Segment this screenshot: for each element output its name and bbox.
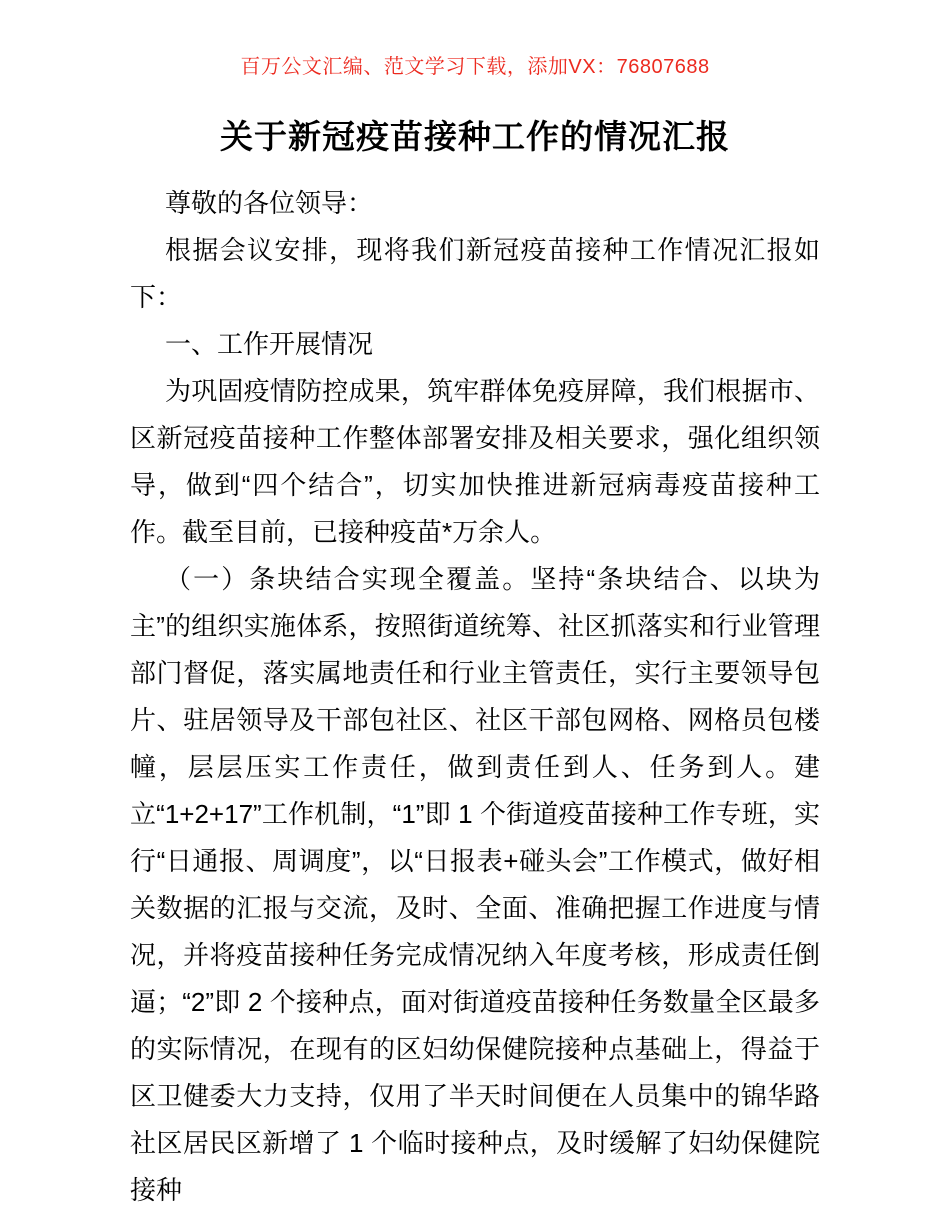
paragraph: 尊敬的各位领导： — [165, 188, 374, 218]
paragraph: 根据会议安排，现将我们新冠疫苗接种工作情况汇报如下： — [130, 235, 820, 312]
paragraph: 为巩固疫情防控成果，筑牢群体免疫屏障，我们根据市、区新冠疫苗接种工作整体部署安排及相关要求，强化组织领导，做到“四个结合”，切实加快推进新冠病毒疫苗接种工作。截至目前，已接种疫苗*万余人。 — [130, 376, 820, 547]
paragraph: （一）条块结合实现全覆盖。坚持“条块结合、以块为主”的组织实施体系，按照街道统筹、社区抓落实和行业管理部门督促，落实属地责任和行业主管责任，实行主要领导包片、驻居领导及干部包社区、社区干部包网格、网格员包楼幢，层层压实工作责任，做到责任到人、任务到人。建立“1+2+17”工作机制，“1”即 1 个街道疫苗接种工作专班，实行“日通报、周调度”，以“日报表+碰头会”工作模式，做好相关数据的汇报与交流，及时、全面、准确把握工作进度与情况，并将疫苗接种任务完成情况纳入年度考核，形成责任倒逼；“2”即 2 个接种点，面对街道疫苗接种任务数量全区最多的实际情况，在现有的区妇幼保健院接种点基础上，得益于区卫健委大力支持，仅用了半天时间便在人员集中的锦华路社区居民区新增了 1 个临时接种点，及时缓解了妇幼保健院接种 — [130, 564, 820, 1205]
promo-banner: 百万公文汇编、范文学习下载，添加VX：76807688 — [240, 56, 710, 78]
document-body — [130, 180, 820, 1214]
page-title: 关于新冠疫苗接种工作的情况汇报 — [220, 118, 730, 155]
paragraph: 一、工作开展情况 — [165, 329, 374, 359]
